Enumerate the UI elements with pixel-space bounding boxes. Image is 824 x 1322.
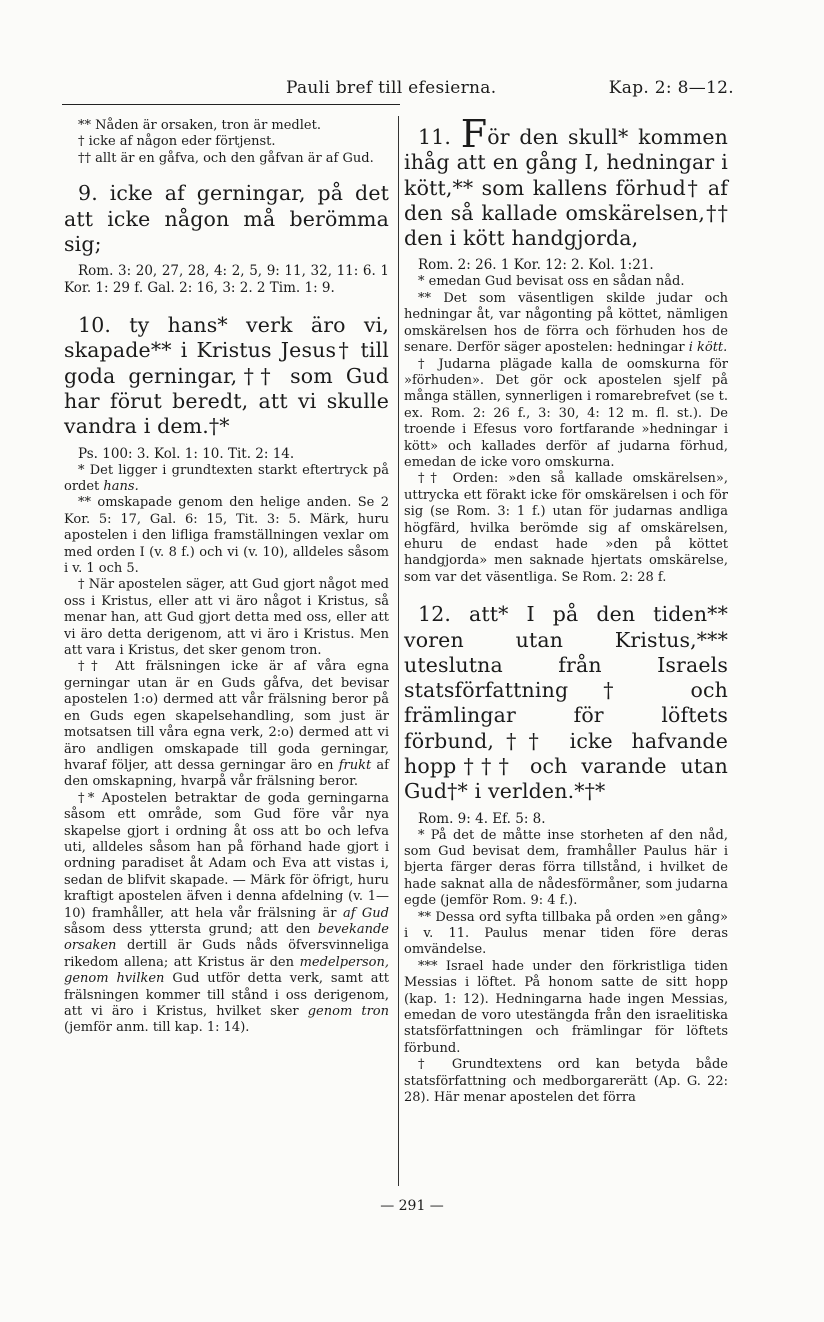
verse-12-references: Rom. 9: 4. Ef. 5: 8. xyxy=(418,810,546,827)
verse-9-references: Rom. 3: 20, 27, 28, 4: 2, 5, 9: 11, 32, 11: 6. 1 Kor. 1: 29 f. Gal. 2: 16, 3: 2. 2 Tim. 1: 9. xyxy=(64,263,389,297)
verse-10-references: Ps. 100: 3. Kol. 1: 10. Tit. 2: 14. xyxy=(78,445,295,462)
footnote: ** Det som väsentligen skilde judar och hedningar åt, var någonting på köttet, nämligen omskärelsen hos de förra och förhuden hos de senare. Derför säger apostelen: hedningar i kött. xyxy=(404,290,728,356)
footnote: * På det de måtte inse storheten af den nåd, som Gud bevisat dem, framhåller Paulus här i bjerta färger deras förra tillstånd, i hvilket de hade saknat alla de nådesförmåner, som judarna egde (jemför Rom. 9: 4 f.). xyxy=(404,827,728,909)
drop-initial: F xyxy=(460,112,488,156)
header-chapter: Kap. 2: 8—12. xyxy=(608,78,734,98)
footnote: * emedan Gud bevisat oss en sådan nåd. xyxy=(418,274,685,290)
verse-11: 11. För den skull* kommen ihåg att en gång I, hedningar i kött,** som kallens förhud† af den så kallade omskärelsen,†† den i kött handgjorda, xyxy=(404,112,729,251)
footnote: † Judarna plägade kalla de oomskurna för »förhuden». Det gör ock apostelen sjelf på många ställen, synnerligen i romarebrefvet (se t. ex. Rom. 2: 26 f., 3: 30, 4: 12 m. fl. st.). De troende i Efesus voro fortfarande »hedningar i kött» och kallades derför af judarna förhud, emedan de icke voro omskurna. xyxy=(404,356,728,470)
right-column xyxy=(404,112,729,1106)
verse-11-references: Rom. 2: 26. 1 Kor. 12: 2. Kol. 1:21. xyxy=(418,257,654,274)
header-title: Pauli bref till efesierna. xyxy=(286,78,497,98)
footnote: ** Nåden är orsaken, tron är medlet. xyxy=(78,118,321,133)
footnote: † När apostelen säger, att Gud gjort något med oss i Kristus, eller att vi äro något i Kristus, så menar han, att Gud gjort detta med oss, eller att vi äro detta derigenom, att vi äro i Kristus. Men att vara i Kristus, det sker genom tron. xyxy=(64,577,389,659)
footnote: †† allt är en gåfva, och den gåfvan är af Gud. xyxy=(78,150,374,166)
verse-12: 12. att* I på den tiden** voren utan Kristus,*** uteslutna från Israels statsförfattning† och främlingar för löftets förbund,†† icke hafvande hopp††† och varande utan Gud†* i verlden.*†* xyxy=(404,602,728,804)
footnote: ** Dessa ord syfta tillbaka på orden »en gång» i v. 11. Paulus menar tiden före deras omvändelse. xyxy=(404,909,728,958)
footnote: † Grundtextens ord kan betyda både statsförfattning och medborgarerätt (Ap. G. 22: 28). Här menar apostelen det förra xyxy=(404,1057,728,1106)
page-number: — 291 — xyxy=(380,1198,444,1214)
left-column xyxy=(64,118,389,1037)
verse-9: 9. icke af gerningar, på det att icke någon må berömma sig; xyxy=(64,181,389,256)
footnote: †* Apostelen betraktar de goda gerningarna såsom ett område, som Gud före vår nya skapelse gjort i ordning åt oss att bo och lefva uti, alldeles såsom han på förhand hade gjort i ordning paradiset åt Adam och Eva att vistas i, sedan de blifvit skapade. — Märk för öfrigt, huru kraftigt apostelen äfven i denna afdelning (v. 1—10) framhåller, att hela vår frälsning är af Gud såsom dess yttersta grund; att den bevekande orsaken dertill är Guds nåds öfversvinneliga rikedom allena; att Kristus är den medelperson, genom hvilken Gud utför detta verk, samt att frälsningen kommer till stånd i oss derigenom, att vi äro i Kristus, hvilket sker genom tron (jemför anm. till kap. 1: 14). xyxy=(64,790,390,1036)
header-rule xyxy=(62,104,400,105)
footnote: * Det ligger i grundtexten starkt eftertryck på ordet hans. xyxy=(64,462,389,494)
footnote: *** Israel hade under den förkristliga tiden Messias i löftet. På honom satte de sitt hopp (kap. 1: 12). Hedningarna hade ingen Messias, emedan de voro utestängda från den israelitiska statsförfattningen och främlingar för löftets förbund. xyxy=(404,958,728,1056)
column-divider xyxy=(398,116,399,1186)
footnote: †† Att frälsningen icke är af våra egna gerningar utan är en Guds gåfva, det bevisar apostelen 1:o) dermed att vår frälsning beror på en Guds egen skapelsehandling, som just är motsatsen till våra egna verk, 2:o) dermed att vi äro andligen omskapade till goda gerningar, hvaraf följer, att dessa gerningar äro en frukt af den omskapning, hvarpå vår frälsning beror. xyxy=(64,659,389,790)
footnote: ** omskapade genom den helige anden. Se 2 Kor. 5: 17, Gal. 6: 15, Tit. 3: 5. Märk, huru apostelen i den lifliga framställningen vexlar om med orden I (v. 8 f.) och vi (v. 10), alldeles såsom i v. 1 och 5. xyxy=(64,495,389,577)
footnote: † icke af någon eder förtjenst. xyxy=(78,134,276,150)
footnote: †† Orden: »den så kallade omskärelsen», uttrycka ett förakt icke för omskärelsen i och för sig (se Rom. 3: 1 f.) utan för judarnas andliga högfärd, hvilka berömde sig af omskärelsen, ehuru de endast hade »den på köttet handgjorda» men saknade hjertats omskärelse, som var det väsentliga. Se Rom. 2: 28 f. xyxy=(404,471,728,585)
verse-10: 10. ty hans* verk äro vi, skapade** i Kristus Jesus† till goda gerningar,†† som Gud har förut beredt, att vi skulle vandra i dem.†* xyxy=(64,313,389,439)
